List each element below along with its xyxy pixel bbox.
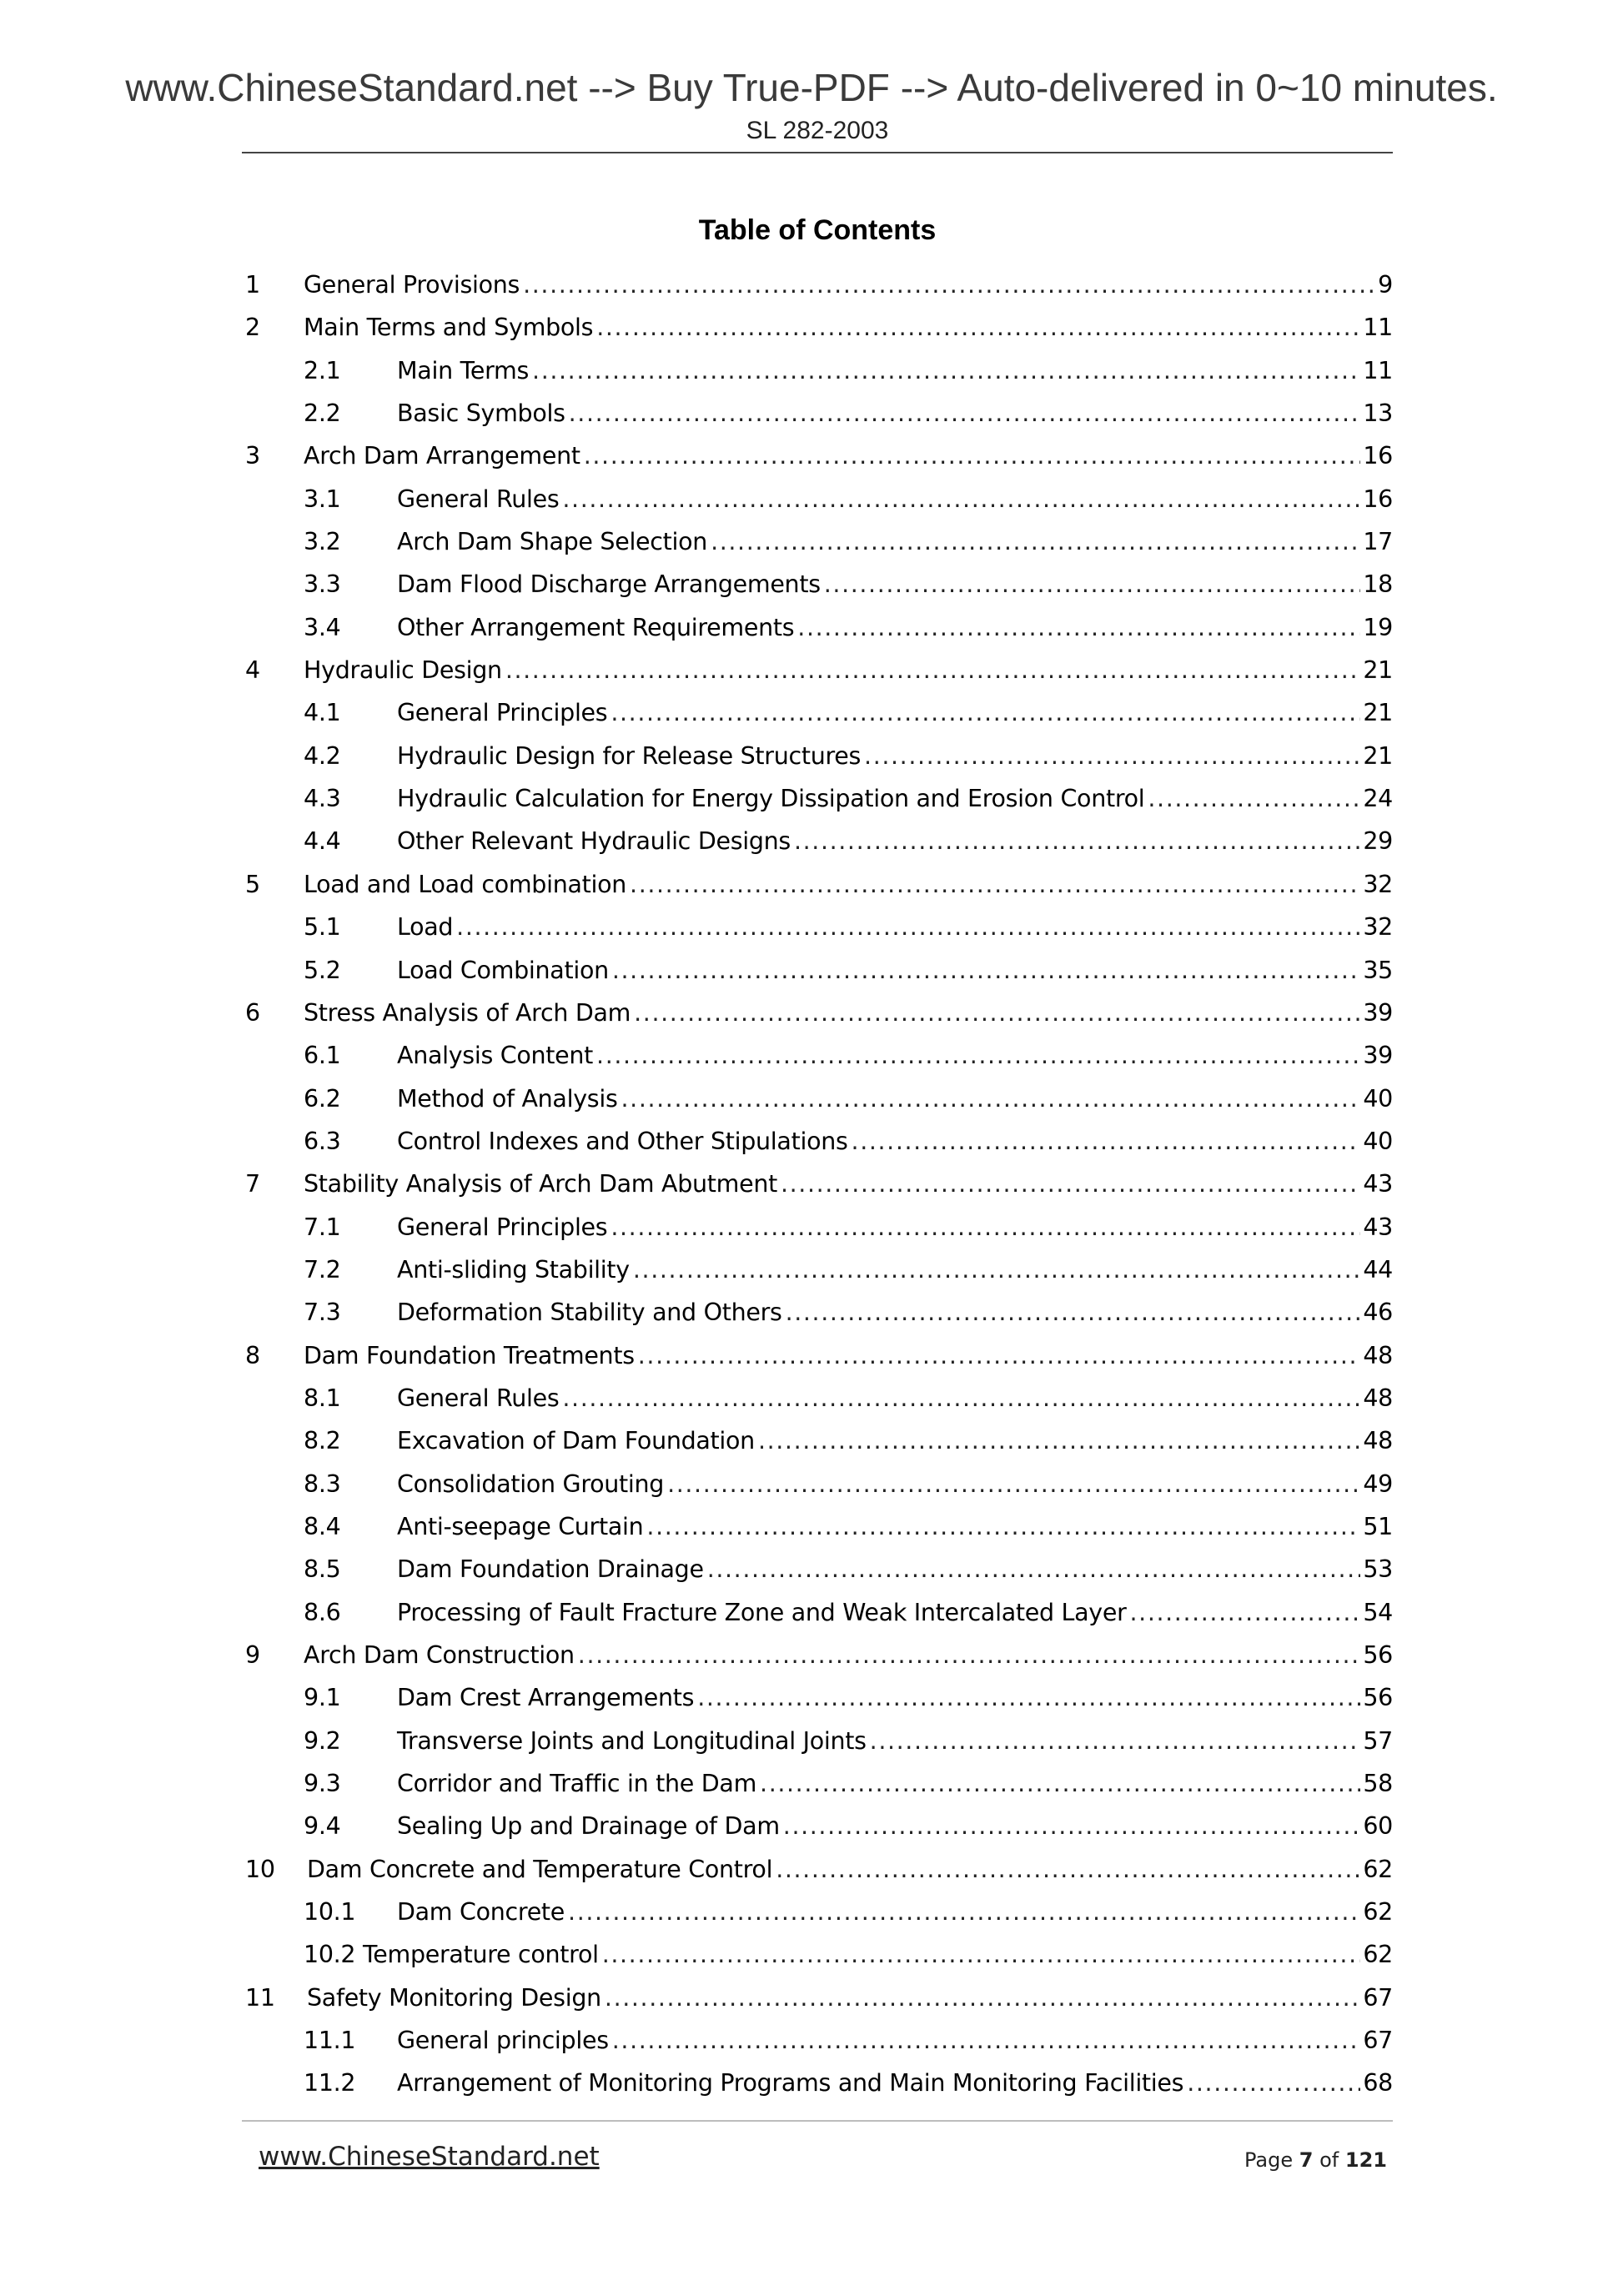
toc-dot-leader bbox=[562, 1377, 1360, 1419]
toc-dot-leader bbox=[612, 949, 1360, 992]
toc-entry-title: Hydraulic Calculation for Energy Dissipation and Erosion Control bbox=[397, 785, 1145, 813]
footer-divider bbox=[242, 2120, 1393, 2122]
toc-entry-number: 4.1 bbox=[304, 699, 341, 727]
toc-entry[interactable] bbox=[242, 1163, 1393, 1205]
toc-entry-number: 7.2 bbox=[304, 1255, 341, 1284]
toc-entry-title: Deformation Stability and Others bbox=[397, 1299, 782, 1327]
toc-dot-leader bbox=[1130, 1591, 1361, 1634]
toc-entry-title: Load bbox=[397, 913, 454, 942]
toc-entry-page: 19 bbox=[1363, 613, 1393, 641]
toc-dot-leader bbox=[870, 1720, 1361, 1762]
toc-entry-title: Processing of Fault Fracture Zone and Weak Intercalated Layer bbox=[397, 1598, 1127, 1626]
toc-entry[interactable] bbox=[242, 306, 1393, 349]
toc-entry-number: 4.3 bbox=[304, 785, 341, 813]
header-divider bbox=[242, 152, 1393, 153]
toc-entry-title: Main Terms and Symbols bbox=[304, 314, 594, 342]
toc-entry-number: 10 bbox=[245, 1855, 275, 1883]
toc-entry-page: 43 bbox=[1363, 1170, 1393, 1198]
toc-entry-title: Transverse Joints and Longitudinal Joints bbox=[397, 1726, 867, 1755]
toc-dot-leader bbox=[852, 1120, 1361, 1163]
toc-entry-page: 68 bbox=[1363, 2069, 1393, 2098]
table-of-contents bbox=[242, 264, 1393, 2105]
toc-entry-page: 67 bbox=[1363, 1983, 1393, 2012]
toc-dot-leader bbox=[630, 863, 1360, 906]
toc-entry-title: Hydraulic Design bbox=[304, 656, 502, 685]
toc-entry-page: 67 bbox=[1363, 2027, 1393, 2055]
toc-dot-leader bbox=[612, 2019, 1361, 2062]
toc-entry-title: Corridor and Traffic in the Dam bbox=[397, 1770, 757, 1798]
toc-title: Table of Contents bbox=[698, 214, 937, 246]
toc-entry-title: General Principles bbox=[397, 1213, 608, 1241]
toc-dot-leader bbox=[596, 306, 1360, 349]
toc-entry-page: 62 bbox=[1363, 1898, 1393, 1927]
toc-entry[interactable] bbox=[242, 1334, 1393, 1377]
toc-entry[interactable] bbox=[242, 1676, 1393, 1719]
toc-entry-number: 7.1 bbox=[304, 1213, 341, 1241]
toc-entry-page: 43 bbox=[1363, 1213, 1393, 1241]
page-of: of bbox=[1319, 2148, 1339, 2172]
toc-entry-number: 5 bbox=[245, 870, 260, 898]
toc-entry-title: General Rules bbox=[397, 485, 560, 513]
toc-entry-number: 3.1 bbox=[304, 485, 341, 513]
toc-entry-number: 11.2 bbox=[304, 2069, 356, 2098]
toc-entry-title: 10.2 Temperature control bbox=[304, 1941, 599, 1969]
toc-entry-number: 2.1 bbox=[304, 356, 341, 384]
toc-dot-leader bbox=[824, 563, 1361, 605]
toc-dot-leader bbox=[646, 1505, 1360, 1548]
toc-entry-title: Basic Symbols bbox=[397, 399, 565, 428]
toc-entry-title: Stability Analysis of Arch Dam Abutment bbox=[304, 1170, 777, 1198]
toc-entry-page: 21 bbox=[1363, 741, 1393, 770]
toc-dot-leader bbox=[621, 1078, 1361, 1120]
toc-entry-title: Dam Crest Arrangements bbox=[397, 1684, 695, 1712]
toc-entry[interactable] bbox=[242, 1034, 1393, 1077]
toc-entry[interactable] bbox=[242, 478, 1393, 520]
toc-entry[interactable] bbox=[242, 2062, 1393, 2104]
toc-entry[interactable] bbox=[242, 1120, 1393, 1163]
toc-entry-page: 16 bbox=[1363, 485, 1393, 513]
toc-entry-number: 9.3 bbox=[304, 1770, 341, 1798]
toc-entry-page: 39 bbox=[1363, 998, 1393, 1027]
toc-dot-leader bbox=[638, 1334, 1361, 1377]
toc-entry-title: Arch Dam Arrangement bbox=[304, 442, 580, 470]
toc-entry-number: 8.6 bbox=[304, 1598, 341, 1626]
toc-entry-title: General principles bbox=[397, 2027, 609, 2055]
toc-entry-title: Dam Foundation Drainage bbox=[397, 1555, 704, 1584]
toc-entry-page: 18 bbox=[1363, 570, 1393, 599]
toc-dot-leader bbox=[797, 606, 1360, 649]
toc-entry[interactable] bbox=[242, 1720, 1393, 1762]
toc-dot-leader bbox=[584, 435, 1361, 477]
toc-entry-number: 9.1 bbox=[304, 1684, 341, 1712]
toc-entry-title: Anti-sliding Stability bbox=[397, 1255, 630, 1284]
toc-entry[interactable] bbox=[242, 349, 1393, 392]
toc-entry-page: 48 bbox=[1363, 1384, 1393, 1412]
toc-entry-page: 32 bbox=[1363, 913, 1393, 942]
toc-dot-leader bbox=[634, 992, 1360, 1034]
toc-entry-title: Consolidation Grouting bbox=[397, 1470, 665, 1498]
toc-entry-title: Other Relevant Hydraulic Designs bbox=[397, 827, 791, 856]
toc-entry-page: 49 bbox=[1363, 1470, 1393, 1498]
toc-entry-title: General Principles bbox=[397, 699, 608, 727]
toc-entry-title: Sealing Up and Drainage of Dam bbox=[397, 1812, 780, 1841]
toc-entry[interactable] bbox=[242, 906, 1393, 948]
toc-entry-page: 62 bbox=[1363, 1941, 1393, 1969]
toc-entry[interactable] bbox=[242, 1505, 1393, 1548]
toc-dot-leader bbox=[505, 649, 1361, 691]
toc-dot-leader bbox=[781, 1163, 1360, 1205]
toc-entry[interactable] bbox=[242, 264, 1393, 306]
toc-entry-number: 6.2 bbox=[304, 1084, 341, 1113]
toc-entry[interactable] bbox=[242, 1805, 1393, 1847]
toc-entry-page: 60 bbox=[1363, 1812, 1393, 1841]
page-prefix: Page bbox=[1244, 2148, 1294, 2172]
toc-entry[interactable] bbox=[242, 691, 1393, 734]
toc-entry-number: 5.1 bbox=[304, 913, 341, 942]
toc-entry-page: 48 bbox=[1363, 1341, 1393, 1369]
toc-entry-page: 57 bbox=[1363, 1726, 1393, 1755]
toc-dot-leader bbox=[667, 1463, 1360, 1505]
toc-entry[interactable] bbox=[242, 1377, 1393, 1419]
toc-entry-page: 32 bbox=[1363, 870, 1393, 898]
toc-entry-number: 11.1 bbox=[304, 2027, 356, 2055]
toc-entry[interactable] bbox=[242, 949, 1393, 992]
toc-entry-number: 4.4 bbox=[304, 827, 341, 856]
toc-entry-page: 58 bbox=[1363, 1770, 1393, 1798]
toc-entry-title: Arch Dam Shape Selection bbox=[397, 528, 708, 556]
toc-entry-title: Dam Foundation Treatments bbox=[304, 1341, 635, 1369]
toc-entry-number: 8.2 bbox=[304, 1427, 341, 1455]
toc-entry-number: 6 bbox=[245, 998, 260, 1027]
toc-entry-page: 40 bbox=[1363, 1127, 1393, 1155]
toc-entry-page: 54 bbox=[1363, 1598, 1393, 1626]
toc-entry-number: 8.3 bbox=[304, 1470, 341, 1498]
toc-entry[interactable] bbox=[242, 1206, 1393, 1248]
toc-dot-leader bbox=[794, 820, 1360, 862]
toc-entry[interactable] bbox=[242, 1848, 1393, 1891]
toc-entry-page: 56 bbox=[1363, 1641, 1393, 1669]
toc-entry[interactable] bbox=[242, 1891, 1393, 1933]
page-total: 121 bbox=[1344, 2148, 1387, 2172]
toc-dot-leader bbox=[532, 349, 1360, 392]
toc-dot-leader bbox=[760, 1762, 1360, 1805]
toc-entry[interactable] bbox=[242, 1548, 1393, 1590]
toc-dot-leader bbox=[1148, 777, 1360, 820]
toc-entry-number: 7 bbox=[245, 1170, 260, 1198]
toc-entry-title: Arrangement of Monitoring Programs and Main Monitoring Facilities bbox=[397, 2069, 1184, 2098]
toc-entry-page: 24 bbox=[1363, 785, 1393, 813]
toc-entry-page: 46 bbox=[1363, 1299, 1393, 1327]
toc-entry-number: 8.4 bbox=[304, 1512, 341, 1540]
toc-entry-number: 3.3 bbox=[304, 570, 341, 599]
toc-entry-number: 6.1 bbox=[304, 1042, 341, 1070]
toc-entry-title: Main Terms bbox=[397, 356, 530, 384]
toc-entry[interactable] bbox=[242, 863, 1393, 906]
toc-entry-title: Dam Concrete bbox=[397, 1898, 565, 1927]
toc-dot-leader bbox=[569, 392, 1361, 435]
toc-entry-title: General Provisions bbox=[304, 271, 520, 299]
toc-entry-page: 16 bbox=[1363, 442, 1393, 470]
toc-entry-number: 3.2 bbox=[304, 528, 341, 556]
toc-dot-leader bbox=[758, 1419, 1360, 1462]
toc-entry-number: 4 bbox=[245, 656, 260, 685]
toc-dot-leader bbox=[1187, 2062, 1360, 2104]
toc-entry[interactable] bbox=[242, 1291, 1393, 1334]
toc-dot-leader bbox=[864, 735, 1360, 777]
toc-entry[interactable] bbox=[242, 2019, 1393, 2062]
toc-entry-page: 13 bbox=[1363, 399, 1393, 428]
toc-dot-leader bbox=[523, 264, 1375, 306]
toc-dot-leader bbox=[602, 1933, 1361, 1976]
toc-dot-leader bbox=[633, 1248, 1360, 1291]
toc-entry[interactable] bbox=[242, 1078, 1393, 1120]
toc-entry[interactable] bbox=[242, 1591, 1393, 1634]
toc-dot-leader bbox=[776, 1848, 1360, 1891]
toc-entry-title: Dam Flood Discharge Arrangements bbox=[397, 570, 821, 599]
toc-entry-page: 35 bbox=[1363, 956, 1393, 984]
toc-dot-leader bbox=[562, 478, 1360, 520]
toc-dot-leader bbox=[605, 1977, 1360, 2019]
footer-site-link[interactable]: www.ChineseStandard.net bbox=[259, 2142, 600, 2172]
toc-entry-title: Method of Analysis bbox=[397, 1084, 618, 1113]
toc-entry[interactable] bbox=[242, 1248, 1393, 1291]
toc-dot-leader bbox=[697, 1676, 1360, 1719]
toc-entry[interactable] bbox=[242, 435, 1393, 477]
toc-entry-number: 1 bbox=[245, 271, 260, 299]
toc-entry-page: 40 bbox=[1363, 1084, 1393, 1113]
toc-entry[interactable] bbox=[242, 1933, 1393, 1976]
toc-entry-number: 11 bbox=[245, 1983, 275, 2012]
toc-entry[interactable] bbox=[242, 1419, 1393, 1462]
toc-entry[interactable] bbox=[242, 606, 1393, 649]
toc-entry-title: Excavation of Dam Foundation bbox=[397, 1427, 755, 1455]
page-current: 7 bbox=[1299, 2148, 1314, 2172]
toc-dot-leader bbox=[596, 1034, 1360, 1077]
toc-entry-page: 62 bbox=[1363, 1855, 1393, 1883]
toc-entry-page: 56 bbox=[1363, 1684, 1393, 1712]
toc-dot-leader bbox=[578, 1634, 1361, 1676]
toc-entry-number: 9.4 bbox=[304, 1812, 341, 1841]
toc-entry[interactable] bbox=[242, 520, 1393, 563]
toc-entry-page: 29 bbox=[1363, 827, 1393, 856]
toc-dot-leader bbox=[611, 691, 1360, 734]
toc-entry-page: 39 bbox=[1363, 1042, 1393, 1070]
toc-dot-leader bbox=[786, 1291, 1361, 1334]
toc-entry-number: 5.2 bbox=[304, 956, 341, 984]
toc-entry[interactable] bbox=[242, 735, 1393, 777]
toc-entry-page: 21 bbox=[1363, 656, 1393, 685]
toc-entry-number: 3 bbox=[245, 442, 260, 470]
toc-entry[interactable] bbox=[242, 820, 1393, 862]
toc-entry-title: Control Indexes and Other Stipulations bbox=[397, 1127, 848, 1155]
toc-dot-leader bbox=[783, 1805, 1361, 1847]
toc-entry-title: Analysis Content bbox=[397, 1042, 594, 1070]
toc-entry-number: 2.2 bbox=[304, 399, 341, 428]
toc-entry-number: 10.1 bbox=[304, 1898, 356, 1927]
toc-entry-page: 11 bbox=[1363, 314, 1393, 342]
toc-entry[interactable] bbox=[242, 392, 1393, 435]
toc-entry-page: 9 bbox=[1378, 271, 1393, 299]
toc-entry-number: 6.3 bbox=[304, 1127, 341, 1155]
toc-entry-number: 2 bbox=[245, 314, 260, 342]
toc-entry[interactable] bbox=[242, 649, 1393, 691]
toc-entry-title: General Rules bbox=[397, 1384, 560, 1412]
toc-entry-page: 44 bbox=[1363, 1255, 1393, 1284]
toc-entry-page: 51 bbox=[1363, 1512, 1393, 1540]
toc-entry-title: Load Combination bbox=[397, 956, 609, 984]
toc-entry-title: Hydraulic Design for Release Structures bbox=[397, 741, 862, 770]
toc-entry-page: 17 bbox=[1363, 528, 1393, 556]
toc-entry-number: 8.5 bbox=[304, 1555, 341, 1584]
toc-dot-leader bbox=[456, 906, 1360, 948]
toc-dot-leader bbox=[707, 1548, 1361, 1590]
toc-entry-title: Load and Load combination bbox=[304, 870, 627, 898]
toc-entry[interactable] bbox=[242, 1977, 1393, 2019]
toc-entry-title: Dam Concrete and Temperature Control bbox=[307, 1855, 773, 1883]
toc-entry[interactable] bbox=[242, 563, 1393, 605]
toc-entry-number: 4.2 bbox=[304, 741, 341, 770]
toc-entry-title: Stress Analysis of Arch Dam bbox=[304, 998, 631, 1027]
toc-dot-leader bbox=[611, 1206, 1360, 1248]
toc-entry[interactable] bbox=[242, 777, 1393, 820]
toc-dot-leader bbox=[568, 1891, 1360, 1933]
toc-entry-title: Anti-seepage Curtain bbox=[397, 1512, 644, 1540]
standard-code: SL 282-2003 bbox=[746, 117, 889, 144]
toc-entry-title: Arch Dam Construction bbox=[304, 1641, 575, 1669]
page-indicator bbox=[1244, 2148, 1387, 2172]
toc-entry-number: 9 bbox=[245, 1641, 260, 1669]
toc-entry[interactable] bbox=[242, 1463, 1393, 1505]
toc-entry-page: 53 bbox=[1363, 1555, 1393, 1584]
toc-entry-page: 21 bbox=[1363, 699, 1393, 727]
toc-entry-page: 11 bbox=[1363, 356, 1393, 384]
toc-dot-leader bbox=[711, 520, 1360, 563]
toc-entry-number: 8.1 bbox=[304, 1384, 341, 1412]
toc-entry[interactable] bbox=[242, 1762, 1393, 1805]
site-banner: www.ChineseStandard.net --> Buy True-PDF --> Auto-delivered in 0~10 minutes. bbox=[125, 66, 1498, 109]
toc-entry-number: 8 bbox=[245, 1341, 260, 1369]
toc-entry-page: 48 bbox=[1363, 1427, 1393, 1455]
toc-entry[interactable] bbox=[242, 992, 1393, 1034]
toc-entry-title: Other Arrangement Requirements bbox=[397, 613, 795, 641]
toc-entry-number: 3.4 bbox=[304, 613, 341, 641]
toc-entry-number: 9.2 bbox=[304, 1726, 341, 1755]
toc-entry-title: Safety Monitoring Design bbox=[307, 1983, 601, 2012]
toc-entry-number: 7.3 bbox=[304, 1299, 341, 1327]
toc-entry[interactable] bbox=[242, 1634, 1393, 1676]
